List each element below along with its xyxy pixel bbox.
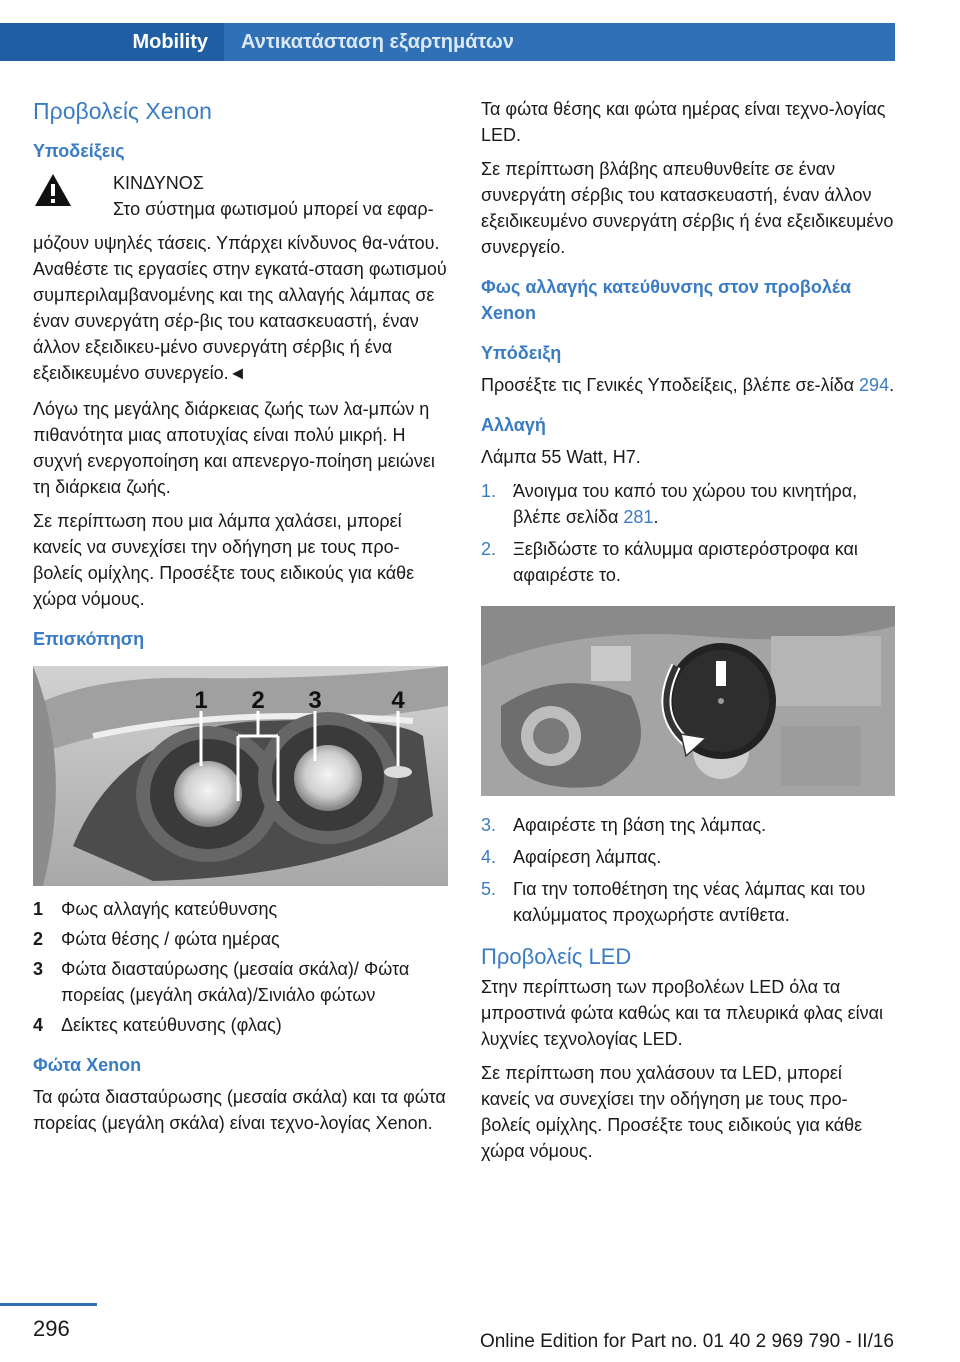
note-heading: Υπόδειξη	[481, 343, 562, 363]
headlight-photo	[33, 666, 448, 886]
step-text: Για την τοποθέτηση της νέας λάμπας και του καλύμματος προχωρήστε αντίθετα.	[513, 879, 866, 925]
page-title: Προβολείς Xenon	[33, 98, 212, 124]
photo-callout: 1	[194, 687, 208, 714]
page-link[interactable]: 281	[623, 507, 654, 527]
edition-info: Online Edition for Part no. 01 40 2 969 790 - II/16	[479, 1331, 894, 1352]
step-text: Αφαιρέστε τη βάση της λάμπας.	[513, 815, 767, 835]
overview-heading: Επισκόπηση	[33, 629, 145, 649]
list-item	[33, 896, 448, 922]
led-heading: Προβολείς LED	[481, 944, 632, 969]
legend-text: Φώτα θέσης / φώτα ημέρας	[61, 929, 280, 949]
paragraph: Λάμπα 55 Watt, H7.	[481, 447, 641, 467]
warning-lead: Στο σύστημα φωτισμού μπορεί να εφαρ‐	[113, 199, 434, 219]
note-paragraph	[481, 372, 895, 398]
list-item	[33, 956, 448, 1008]
warning-title: ΚΙΝΔΥΝΟΣ	[113, 173, 204, 193]
paragraph: Λόγω της μεγάλης διάρκειας ζωής των λα‐μπών η πιθανότητα μιας αποτυχίας είναι πολύ μικρή. Η συχνή ενεργοποίηση και απενεργο‐ποίηση μειώνει τη διάρκεια ζωής.	[33, 399, 435, 497]
engine-bay-illustration	[481, 606, 895, 796]
list-item	[481, 478, 895, 530]
paragraph: Τα φώτα θέσης και φώτα ημέρας είναι τεχνο‐λογίας LED.	[481, 99, 886, 145]
warning-triangle-icon	[33, 172, 73, 208]
engine-bay-photo	[481, 606, 895, 796]
note-text: Προσέξτε τις Γενικές Υποδείξεις, βλέπε σε‐λίδα	[481, 375, 860, 395]
legend-number: 2	[33, 929, 44, 949]
page-number: 296	[33, 1316, 70, 1341]
legend-text: Φως αλλαγής κατεύθυνσης	[61, 899, 278, 919]
step-number: 3.	[481, 815, 497, 835]
step-number: 5.	[481, 879, 497, 899]
list-item	[33, 1012, 448, 1038]
list-item	[481, 536, 895, 588]
notes-heading: Υποδείξεις	[33, 141, 125, 161]
section-tab[interactable]: Αντικατάσταση εξαρτημάτων	[241, 31, 514, 53]
legend-number: 3	[33, 959, 44, 979]
step-text: Άνοιγμα του καπό του χώρου του κινητήρα, βλέπε σελίδα	[513, 481, 858, 527]
page-link[interactable]: 294	[859, 375, 890, 395]
footer-rule	[0, 1303, 97, 1306]
legend-list	[33, 896, 448, 1038]
step-text: Αφαίρεση λάμπας.	[513, 847, 662, 867]
paragraph: Τα φώτα διασταύρωσης (μεσαία σκάλα) και τα φώτα πορείας (μεγάλη σκάλα) είναι τεχνο‐λογίας Xenon.	[33, 1087, 446, 1133]
right-column	[481, 96, 895, 1172]
paragraph: Σε περίπτωση που μια λάμπα χαλάσει, μπορεί κανείς να συνεχίσει την οδήγηση με τους προ‐βολείς ομίχλης. Προσέξτε τους ειδικούς για κάθε χώρα νόμους.	[33, 511, 415, 609]
step-number: 1.	[481, 481, 497, 501]
photo-callout: 3	[308, 687, 322, 714]
legend-number: 1	[33, 899, 44, 919]
xenon-heading: Φώτα Xenon	[33, 1055, 142, 1075]
change-heading: Αλλαγή	[481, 415, 546, 435]
photo-callout: 4	[391, 687, 405, 714]
legend-number: 4	[33, 1015, 44, 1035]
warning-box	[33, 170, 448, 230]
paragraph: Σε περίπτωση που χαλάσουν τα LED, μπορεί κανείς να συνεχίσει την οδήγηση με τους προ‐βολείς ομίχλης. Προσέξτε τους ειδικούς για κάθε χώρα νόμους.	[481, 1063, 863, 1161]
steps-list	[481, 478, 895, 588]
steps-list-continued	[481, 812, 895, 928]
warning-body: μόζουν υψηλές τάσεις. Υπάρχει κίνδυνος θα‐νάτου. Αναθέστε τις εργασίες στην εγκατά‐σταση φωτισμού συμπεριλαμβανομένης και της αλλαγής λάμπας σε έναν συνεργάτη σέρ‐βις του κατασκευαστή, έναν άλλον εξειδικευ‐μένο συνεργάτη σέρβις ή ένα εξειδικευμένο συνεργείο.◄	[33, 233, 447, 383]
step-end: .	[653, 507, 659, 527]
header-bar	[0, 23, 895, 61]
chapter-tab[interactable]: Mobility	[0, 23, 224, 61]
step-number: 2.	[481, 539, 497, 559]
step-number: 4.	[481, 847, 497, 867]
legend-text: Δείκτες κατεύθυνσης (φλας)	[61, 1015, 282, 1035]
note-end: .	[889, 375, 895, 395]
legend-text: Φώτα διασταύρωσης (μεσαία σκάλα)/ Φώτα πορείας (μεγάλη σκάλα)/Σινιάλο φώτων	[61, 959, 410, 1005]
paragraph: Στην περίπτωση των προβολέων LED όλα τα μπροστινά φώτα καθώς και τα πλευρικά φλας είναι λυχνίες τεχνολογίας LED.	[481, 977, 884, 1049]
turn-signal-heading: Φως αλλαγής κατεύθυνσης στον προβολέα Xenon	[481, 277, 852, 323]
paragraph: Σε περίπτωση βλάβης απευθυνθείτε σε έναν συνεργάτη σέρβις του κατασκευαστή, έναν άλλον εξειδικευμένο συνεργάτη σέρβις ή ένα εξειδικευμένο συνεργείο.	[481, 159, 894, 257]
list-item	[33, 926, 448, 952]
list-item	[481, 876, 895, 928]
list-item	[481, 844, 895, 870]
step-text: Ξεβιδώστε το κάλυμμα αριστερόστροφα και αφαιρέστε το.	[513, 539, 858, 585]
photo-callout: 2	[251, 687, 265, 714]
left-column	[33, 96, 448, 1144]
headlight-illustration	[33, 666, 448, 886]
list-item	[481, 812, 895, 838]
